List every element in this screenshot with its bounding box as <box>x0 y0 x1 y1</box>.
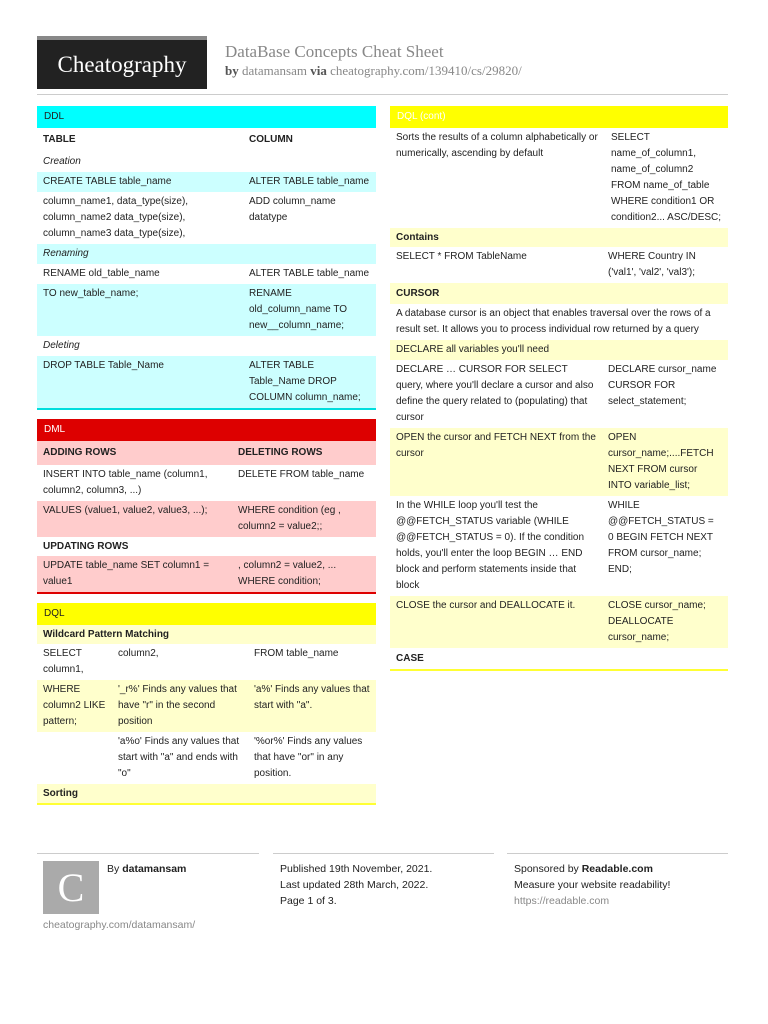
table-cell: , column2 = value2, ... WHERE condition; <box>238 560 337 587</box>
dml-update-table <box>37 556 376 592</box>
table-row <box>37 284 376 336</box>
table-cell: WHILE @@FETCH_STATUS = 0 BEGIN FETCH NEXT FROM cursor_name; END; <box>608 500 714 575</box>
dql-cont-header: DQL (cont) <box>390 106 728 128</box>
table-cell: ALTER TABLE table_name <box>249 268 370 279</box>
table-cell: Sorts the results of a column alphabetically or numerically, ascending by default <box>396 132 598 159</box>
table-cell: Creation <box>43 156 81 167</box>
table-row <box>37 244 376 264</box>
footer-by: By <box>107 863 120 875</box>
dml-column-headers <box>37 441 376 465</box>
cursor-table <box>390 360 728 648</box>
via-word: via <box>310 63 327 78</box>
table-row <box>390 360 728 428</box>
table-cell: OPEN the cursor and FETCH NEXT from the cursor <box>396 432 596 459</box>
ddl-col1-header: TABLE <box>43 134 76 145</box>
table-cell: Renaming <box>43 248 89 259</box>
table-row <box>37 644 376 680</box>
right-column <box>390 106 728 671</box>
sponsor-line <box>514 861 670 877</box>
sponsor-link[interactable]: Readable.com <box>581 863 653 875</box>
table-cell <box>243 338 376 354</box>
author-link[interactable]: datamansam <box>241 63 307 78</box>
table-cell: DECLARE cursor_name CURSOR FOR select_statement; <box>608 364 717 407</box>
table-cell: Deleting <box>43 340 80 351</box>
table-row <box>37 556 376 592</box>
table-cell: TO new_table_name; <box>43 288 139 299</box>
table-cell: UPDATE table_name SET column1 = value1 <box>43 560 210 587</box>
table-row <box>390 247 728 283</box>
page-title: DataBase Concepts Cheat Sheet <box>225 42 444 61</box>
page-number: Page 1 of 3. <box>280 895 337 907</box>
table-cell: ADD column_name datatype <box>249 196 336 223</box>
table-cell: WHERE condition (eg , column2 = value2;; <box>238 505 341 532</box>
dql-header: DQL <box>37 603 376 625</box>
table-row <box>37 192 376 244</box>
table-cell: ALTER TABLE Table_Name DROP COLUMN column_name; <box>249 360 361 403</box>
dql-cont-section <box>390 106 728 283</box>
footer-author-link[interactable]: datamansam <box>122 863 187 875</box>
table-cell: FROM table_name <box>254 648 339 659</box>
table-row <box>37 356 376 408</box>
sorting-header: Sorting <box>37 784 376 803</box>
wildcard-header: Wildcard Pattern Matching <box>37 625 376 644</box>
byline <box>225 63 522 79</box>
table-row <box>37 732 376 784</box>
table-cell: RENAME old_table_name <box>43 268 160 279</box>
table-cell: VALUES (value1, value2, value3, ...); <box>43 505 208 516</box>
table-cell: SELECT column1, <box>43 648 84 675</box>
cursor-header: CURSOR <box>390 283 728 304</box>
table-cell: DROP TABLE Table_Name <box>43 360 164 371</box>
ddl-column-headers <box>37 128 376 152</box>
header-divider <box>37 94 728 95</box>
author-profile-link[interactable]: cheatography.com/datamansam/ <box>43 919 196 931</box>
table-cell: CREATE TABLE table_name <box>43 176 172 187</box>
contains-table <box>390 247 728 283</box>
table-cell: '%or%' Finds any values that have "or" in any position. <box>254 736 363 779</box>
table-cell: WHERE Country IN ('val1', 'val2', 'val3'); <box>608 251 696 278</box>
ddl-col2-header: COLUMN <box>249 134 293 145</box>
table-cell: DELETE FROM table_name <box>238 469 365 480</box>
footer-rule-2 <box>273 853 494 854</box>
logo-text: Cheatography <box>57 52 187 77</box>
table-cell: ALTER TABLE table_name <box>249 176 370 187</box>
sponsor-tagline: Measure your website readability! <box>514 879 671 891</box>
table-cell <box>37 734 112 782</box>
table-row <box>37 501 376 537</box>
footer-rule-1 <box>37 853 259 854</box>
ddl-table <box>37 152 376 408</box>
table-row <box>390 128 728 228</box>
table-row <box>37 264 376 284</box>
dml-section <box>37 419 376 594</box>
cursor-declare-all-row <box>390 340 728 360</box>
table-row <box>390 596 728 648</box>
table-row <box>37 152 376 172</box>
cursor-declare-all: DECLARE all variables you'll need <box>396 344 550 355</box>
table-row <box>37 172 376 192</box>
by-word: by <box>225 63 239 78</box>
contains-header: Contains <box>390 228 728 247</box>
published-date: Published 19th November, 2021. <box>280 863 433 875</box>
author-avatar[interactable]: C <box>43 861 99 914</box>
dql-table <box>37 644 376 784</box>
table-row <box>37 465 376 501</box>
sheet-url-link[interactable]: cheatography.com/139410/cs/29820/ <box>330 63 522 78</box>
dml-table <box>37 465 376 537</box>
table-cell: 'a%' Finds any values that start with "a". <box>254 684 370 711</box>
cursor-section <box>390 283 728 671</box>
cursor-intro: A database cursor is an object that enables traversal over the rows of a result set. It allows you to process individual row returned by a query <box>396 308 711 335</box>
table-row <box>37 336 376 356</box>
table-cell: SELECT * FROM TableName <box>396 251 527 262</box>
dml-col1-header: ADDING ROWS <box>43 447 117 458</box>
footer-sponsor <box>514 861 670 909</box>
table-row <box>37 680 376 732</box>
footer-rule-3 <box>507 853 728 854</box>
table-cell: 'a%o' Finds any values that start with "a" and ends with "o" <box>118 736 240 779</box>
table-cell: WHERE column2 LIKE pattern; <box>43 684 106 727</box>
sponsored-by-label: Sponsored by <box>514 863 579 875</box>
dml-header: DML <box>37 419 376 441</box>
dql-cont-table <box>390 128 728 228</box>
footer-dates <box>280 861 432 909</box>
table-cell: RENAME old_column_name TO new__column_name; <box>249 288 348 331</box>
updated-date: Last updated 28th March, 2022. <box>280 879 429 891</box>
table-cell: CLOSE the cursor and DEALLOCATE it. <box>396 600 576 611</box>
ddl-section <box>37 106 376 410</box>
table-cell: '_r%' Finds any values that have "r" in the second position <box>118 684 237 727</box>
dml-col2-header: DELETING ROWS <box>238 447 323 458</box>
table-cell: SELECT name_of_column1, name_of_column2 FROM name_of_table WHERE condition1 OR condition2... ASC/DESC; <box>611 132 722 223</box>
dml-updating-rows-header: UPDATING ROWS <box>37 537 376 556</box>
table-cell: column2, <box>118 648 159 659</box>
cursor-intro-row <box>390 304 728 340</box>
cheatography-logo[interactable] <box>37 36 207 89</box>
table-cell: column_name1, data_type(size), column_name2 data_type(size), column_name3 data_type(size), <box>43 196 189 239</box>
table-cell <box>243 154 376 170</box>
table-cell: DECLARE … CURSOR FOR SELECT query, where you'll declare a cursor and also define the query related to (populating) that cursor <box>396 364 594 423</box>
table-cell: In the WHILE loop you'll test the @@FETCH_STATUS variable (WHILE @@FETCH_STATUS = 0). If the condition holds, you'll enter the loop BEGIN … END block and perform statements inside that block <box>396 500 585 591</box>
table-row <box>390 428 728 496</box>
table-cell: CLOSE cursor_name; DEALLOCATE cursor_name; <box>608 600 706 643</box>
ddl-header: DDL <box>37 106 376 128</box>
case-header: CASE <box>390 648 728 669</box>
table-row <box>390 496 728 596</box>
footer-author <box>107 861 186 877</box>
table-cell: OPEN cursor_name;....FETCH NEXT FROM cursor INTO variable_list; <box>608 432 714 491</box>
left-column <box>37 106 376 805</box>
sponsor-url-link[interactable]: https://readable.com <box>514 895 610 907</box>
table-cell: INSERT INTO table_name (column1, column2, column3, ...) <box>43 469 208 496</box>
dql-section <box>37 603 376 805</box>
table-cell <box>243 246 376 262</box>
